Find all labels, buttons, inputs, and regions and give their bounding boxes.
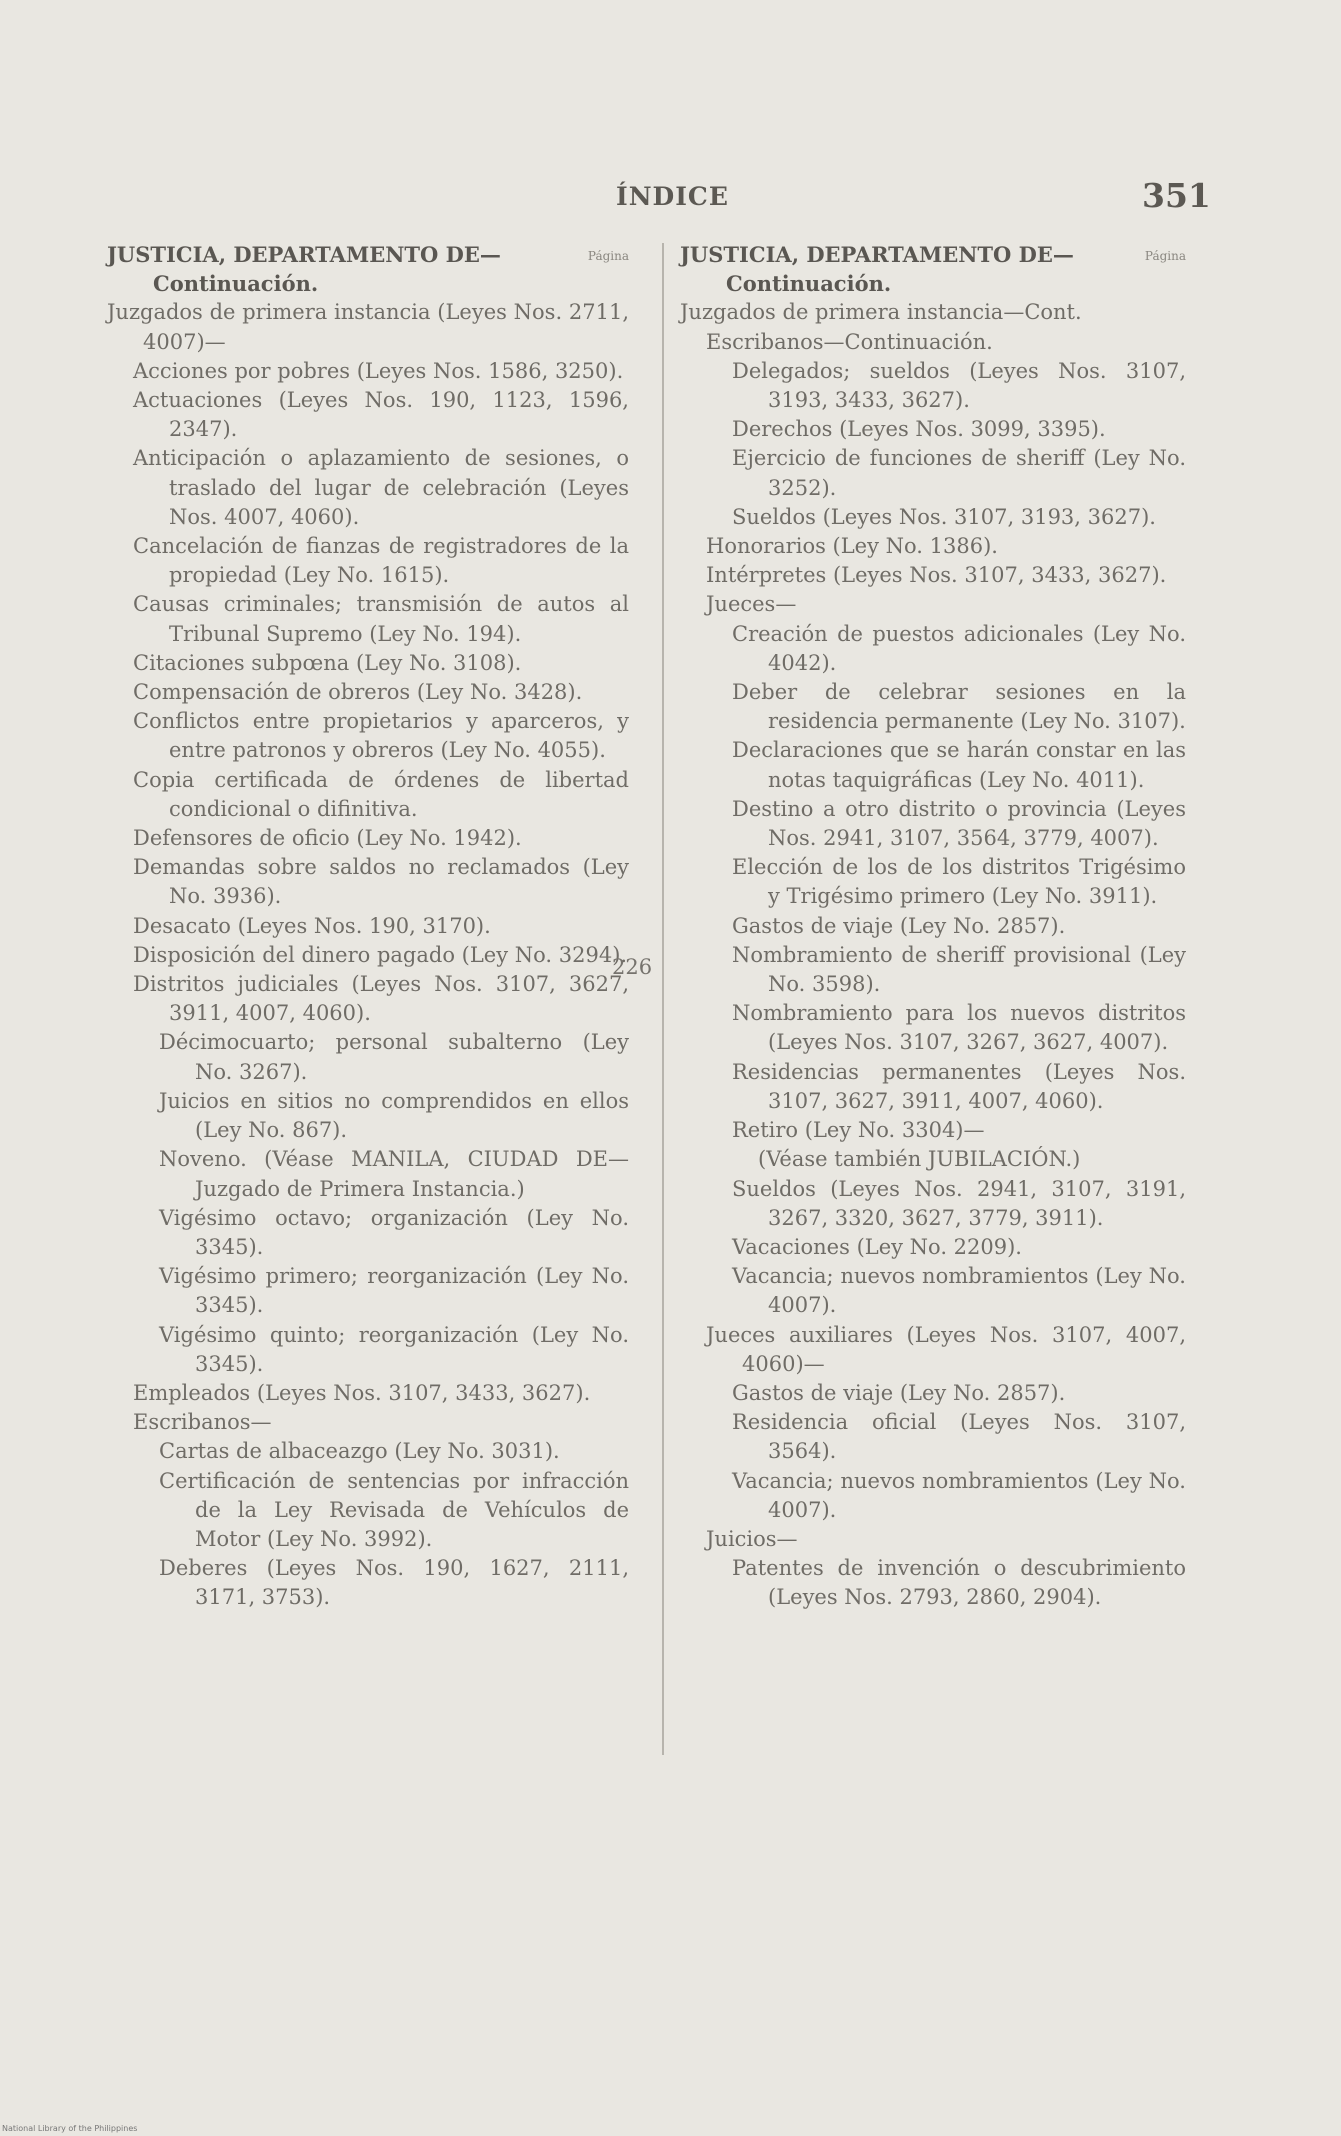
index-entry: Citaciones subpœna (Ley No. 3108).: [133, 650, 522, 675]
right-column: [680, 240, 1186, 1613]
index-entry: Compensación de obreros (Ley No. 3428).: [133, 680, 583, 705]
index-entry: Juicios en sitios no comprendidos en ellos (Ley No. 867).: [159, 1088, 629, 1143]
index-entry: Actuaciones (Leyes Nos. 190, 1123, 1596, 2347).: [133, 388, 629, 442]
index-entry: Acciones por pobres (Leyes Nos. 1586, 3250).: [133, 358, 624, 383]
index-entry: Escribanos—: [133, 1410, 272, 1435]
index-entry: Décimocuarto; personal subalterno (Ley No. 3267).: [159, 1030, 629, 1084]
index-entry: Jueces—: [706, 592, 797, 617]
index-entry: Noveno. (Véase MANILA, CIUDAD DE—Juzgado de Primera Instancia.): [159, 1147, 629, 1201]
index-entry: Cancelación de fianzas de registradores de la propiedad (Ley No. 1615).: [133, 534, 629, 588]
index-entry: Juicios—: [706, 1526, 798, 1551]
index-entry: Empleados (Leyes Nos. 3107, 3433, 3627).: [133, 1380, 591, 1405]
index-entry: Patentes de invención o descubrimiento (Leyes Nos. 2793, 2860, 2904).: [732, 1556, 1186, 1610]
column-divider: [662, 243, 664, 1755]
index-entry: Vacancia; nuevos nombramientos (Ley No. 4007).: [732, 1264, 1186, 1318]
index-entry: Vigésimo quinto; reorganización (Ley No. 3345).: [159, 1322, 629, 1376]
index-entry: Juzgados de primera instancia (Leyes Nos. 2711, 4007)—: [107, 300, 629, 354]
index-entry: Certificación de sentencias por infracción de la Ley Revisada de Vehículos de Motor (Ley No. 3992).: [159, 1468, 629, 1551]
continuation-label: Continuación.: [153, 271, 319, 297]
index-entry: Defensores de oficio (Ley No. 1942).: [133, 826, 522, 851]
index-entry: Jueces auxiliares (Leyes Nos. 3107, 4007, 4060)—: [706, 1322, 1186, 1376]
page-reference: 226: [612, 955, 653, 979]
index-entries: [680, 298, 1186, 1612]
index-entry: Nombramiento de sheriff provisional (Ley No. 3598).: [732, 942, 1186, 997]
index-entry: Gastos de viaje (Ley No. 2857).: [732, 1380, 1066, 1405]
index-entry: Juzgados de primera instancia—Cont.: [680, 300, 1082, 325]
footer-credit: National Library of the Philippines: [2, 2124, 138, 2133]
index-entry: (Véase también JUBILACIÓN.): [758, 1147, 1081, 1172]
pagina-label: Página: [1144, 249, 1186, 263]
index-entry: Intérpretes (Leyes Nos. 3107, 3433, 3627).: [706, 563, 1167, 588]
index-entry: Elección de los de los distritos Trigésimo y Trigésimo primero (Ley No. 3911).: [732, 855, 1186, 909]
index-entry: Causas criminales; transmisión de autos al Tribunal Supremo (Ley No. 194).: [133, 592, 629, 646]
index-entry: Sueldos (Leyes Nos. 3107, 3193, 3627).: [732, 504, 1156, 529]
index-entry: Copia certificada de órdenes de libertad condicional o difinitiva.: [133, 767, 629, 821]
index-entry: Deber de celebrar sesiones en la residencia permanente (Ley No. 3107).: [732, 680, 1186, 734]
index-entry: Creación de puestos adicionales (Ley No. 4042).: [732, 621, 1186, 675]
index-entry: Derechos (Leyes Nos. 3099, 3395).: [732, 417, 1106, 442]
index-entry: Vigésimo octavo; organización (Ley No. 3345).: [159, 1205, 629, 1259]
index-entry: Residencia oficial (Leyes Nos. 3107, 3564).: [732, 1410, 1186, 1464]
index-entry: Anticipación o aplazamiento de sesiones, o traslado del lugar de celebración (Leyes Nos. 4007, 4060).: [133, 446, 629, 529]
index-entries: [107, 298, 629, 1612]
index-entry: Escribanos—Continuación.: [706, 329, 993, 354]
index-entry: Desacato (Leyes Nos. 190, 3170).: [133, 913, 491, 938]
index-entry: Residencias permanentes (Leyes Nos. 3107, 3627, 3911, 4007, 4060).: [732, 1059, 1186, 1113]
index-entry: Cartas de albaceazgo (Ley No. 3031).: [159, 1439, 560, 1464]
index-entry: Ejercicio de funciones de sheriff (Ley No. 3252).: [732, 446, 1186, 500]
index-entry: Vigésimo primero; reorganización (Ley No. 3345).: [159, 1264, 629, 1318]
section-heading: JUSTICIA, DEPARTAMENTO DE— Página: [680, 240, 1186, 269]
index-entry: Sueldos (Leyes Nos. 2941, 3107, 3191, 3267, 3320, 3627, 3779, 3911).: [732, 1176, 1186, 1230]
index-entry: Disposición del dinero pagado (Ley No. 3294).: [133, 942, 628, 967]
section-heading: JUSTICIA, DEPARTAMENTO DE— Página: [107, 240, 629, 269]
index-entry: Demandas sobre saldos no reclamados (Ley No. 3936).: [133, 855, 629, 909]
index-entry: Retiro (Ley No. 3304)—: [732, 1118, 985, 1143]
page-number: 351: [1142, 176, 1211, 215]
index-entry: Honorarios (Ley No. 1386).: [706, 534, 998, 559]
index-entry: Nombramiento para los nuevos distritos (Leyes Nos. 3107, 3267, 3627, 4007).: [732, 1001, 1186, 1055]
index-entry: Destino a otro distrito o provincia (Leyes Nos. 2941, 3107, 3564, 3779, 4007).: [732, 796, 1186, 851]
continuation-label: Continuación.: [726, 271, 892, 297]
index-entry: Vacaciones (Ley No. 2209).: [732, 1234, 1022, 1259]
left-column: [107, 240, 629, 1613]
index-entry: Delegados; sueldos (Leyes Nos. 3107, 3193, 3433, 3627).: [732, 358, 1186, 413]
index-entry: Vacancia; nuevos nombramientos (Ley No. 4007).: [732, 1468, 1186, 1522]
pagina-label: Página: [587, 249, 629, 263]
index-entry: Declaraciones que se harán constar en las notas taquigráficas (Ley No. 4011).: [732, 738, 1186, 792]
index-entry: Conflictos entre propietarios y aparceros, y entre patronos y obreros (Ley No. 4055).: [133, 709, 629, 763]
index-entry: Distritos judiciales (Leyes Nos. 3107, 3627, 3911, 4007, 4060).: [133, 972, 629, 1026]
index-entry: Gastos de viaje (Ley No. 2857).: [732, 913, 1066, 938]
running-head: ÍNDICE: [616, 182, 729, 211]
index-entry: Deberes (Leyes Nos. 190, 1627, 2111, 3171, 3753).: [159, 1556, 629, 1610]
